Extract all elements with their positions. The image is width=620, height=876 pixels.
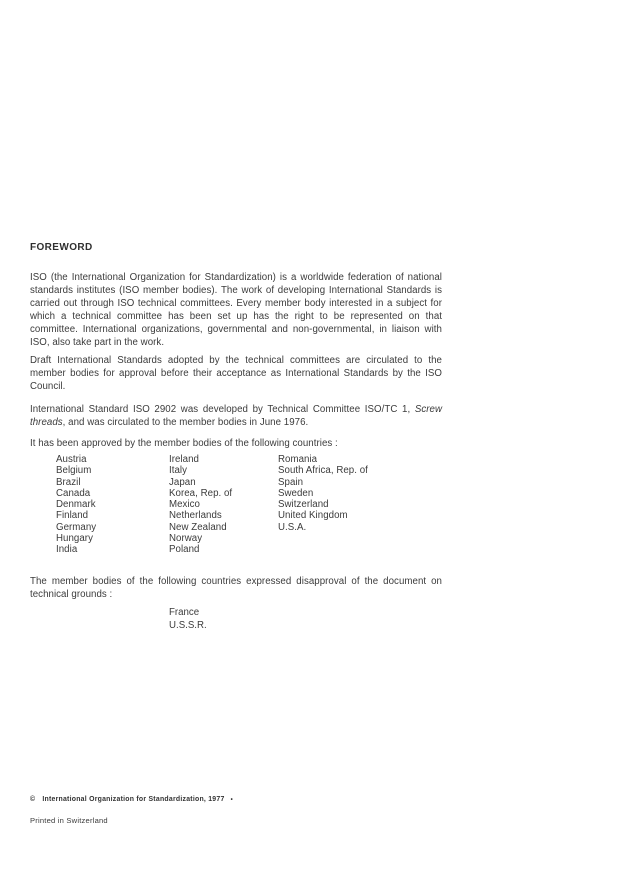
country-item: U.S.A. [278,521,307,533]
approved-countries-column-2 [169,454,232,556]
country-item: Japan [169,476,196,488]
country-item: Denmark [56,499,96,511]
country-item: France [169,607,200,618]
bullet-icon: • [230,797,233,803]
disapproval-intro-paragraph: The member bodies of the following countries expressed disapproval of the document on technical grounds : [30,575,442,600]
printed-in-line: Printed in Switzerland [30,816,108,825]
country-item: Mexico [169,499,200,511]
country-item: Italy [169,465,188,477]
committee-title-italic: Screw threads [30,403,442,428]
copyright-text: International Organization for Standardization, 1977 [42,796,225,803]
country-item: Finland [56,510,89,522]
country-item: Korea, Rep. of [169,487,233,499]
country-item: U.S.S.R. [169,620,207,631]
country-item: Hungary [56,533,93,545]
country-item: Poland [169,544,200,556]
copyright-icon: © [30,796,36,803]
country-item: Sweden [278,487,314,499]
country-item: Spain [278,476,304,488]
country-item: Norway [169,533,203,545]
paragraph-draft-standards: Draft International Standards adopted by the technical committees are circulated to the member bodies for approval before their acceptance as International Standards by the ISO Council. [30,354,442,392]
paragraph-iso-intro: ISO (the International Organization for Standardization) is a worldwide federation of national standards institutes (ISO member bodies). The work of developing International Standards is carried out through ISO technical committees. Every member body interested in a subject for which a technical committee has been set up has the right to be represented on that committee. International organizations, governmental and non-governmental, in liaison with ISO, also take part in the work. [30,271,442,348]
approved-intro-line: It has been approved by the member bodies of the following countries : [30,437,338,449]
country-item: Austria [56,454,87,465]
country-item: India [56,544,78,556]
country-item: Ireland [169,454,199,465]
country-item: Brazil [56,476,81,488]
country-item: Netherlands [169,510,222,522]
country-item: Switzerland [278,499,329,511]
country-item: Canada [56,487,91,499]
approved-countries-column-3 [278,454,368,533]
country-item: South Africa, Rep. of [278,465,368,477]
paragraph-standard-developed-pre: International Standard ISO 2902 was developed by Technical Committee ISO/TC 1, [30,403,415,415]
disapproving-countries-list [169,606,207,632]
paragraph-standard-developed [30,403,442,429]
foreword-heading: FOREWORD [30,242,93,253]
country-item: United Kingdom [278,510,348,522]
country-item: Belgium [56,465,92,477]
copyright-line [30,796,233,803]
paragraph-standard-developed-post: , and was circulated to the member bodies in June 1976. [62,416,309,428]
country-item: Germany [56,521,97,533]
country-item: New Zealand [169,521,227,533]
approved-countries-column-1 [56,454,96,556]
country-item: Romania [278,454,318,465]
